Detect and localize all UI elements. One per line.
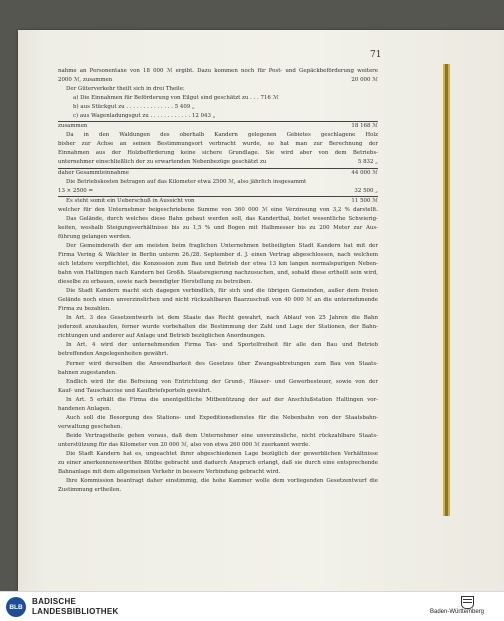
line-label: 2000 ℳ, zusammen — [58, 77, 113, 84]
text-line: richtungen und anderer auf Anlage und Betrieb bezüglichen Anordnungen. — [58, 333, 266, 340]
text-line: keiten, weshalb Steigungsverhältnisse bis zu 1,5 % und Bogen mit Halbmesser bis zu 200 Meter zur Aus- — [58, 224, 378, 231]
text-line: bahnen zugestanden. — [58, 369, 117, 376]
line-amount: 18 168 ℳ — [351, 123, 378, 130]
text-line: Gelände noch einen unverzinslichen und nicht rückzahlbaren Baarzuschuß von 40 000 ℳ an die unternehmende — [58, 297, 378, 304]
text-line — [58, 187, 378, 196]
line-label: 13 × 2500 = — [58, 187, 94, 194]
text-line: Kauf- und Tauschaccise und Kaufbriefsporteln gewährt. — [58, 387, 212, 394]
footer-bar — [0, 591, 504, 621]
text-line: In Art. 5 erhält die Firma die unentgeltliche Mitbenützung der auf der Anschlußstation Haltingen vor- — [66, 396, 378, 403]
text-line — [58, 168, 378, 178]
text-line: Ferner wird derselben die Anwendbarkeit des Gesetzes über Zwangsabtretungen zum Bau von Staats- — [66, 360, 378, 367]
text-line: dieselbe zu erbauen, sowie nach beendigter Herstellung zu betreiben. — [58, 279, 253, 286]
text-line: a) Die Einnahmen für Beförderung von Eilgut sind geschätzt zu . . . 716 ℳ — [73, 95, 279, 102]
text-line: In Art. 3 des Gesetzentwurfs ist dem Staate das Recht gewahrt, nach Ablauf von 25 Jahren die Bahn — [66, 315, 378, 322]
text-line: Einnahmen aus der Holzbeförderung keine sichere Grundlage. Sie wird aber von dem Betriebs- — [58, 150, 378, 157]
text-line — [58, 121, 378, 131]
text-line: führung gelangen werden. — [58, 233, 132, 240]
text-line: b) aus Stückgut zu . . . . . . . . . . . . . . 5 409 „ — [73, 104, 195, 111]
text-line: In Art. 4 wird der unternehmenden Firma Tax- und Sportelfreiheit für alle den Bau und Betrieb — [66, 342, 378, 349]
blb-logo-icon[interactable]: BLB — [6, 597, 26, 617]
text-line: unterstützung für das Kilometer von 20 000 ℳ, also von etwa 260 000 ℳ zuerkannt werde. — [58, 441, 311, 448]
text-line: welcher für den Unternehmer beigeschriebene Summe von 360 000 ℳ eine Verzinsung von 3,2 % darstellt. — [58, 206, 378, 213]
text-line — [58, 158, 378, 167]
text-line: Firma Vering & Wächter in Berlin unterm 26./28. September d. J. einen Vertrag abgeschlossen, nach welchem — [58, 251, 378, 258]
line-amount: 32 500 „ — [354, 187, 378, 194]
region-label: Baden-Württemberg — [430, 609, 485, 615]
text-line: handenen Anlagen. — [58, 405, 112, 412]
text-line: Der Güterverkehr theilt sich in drei Theile: — [66, 86, 185, 93]
text-line: sich letztere verpflichtet, die Konzession zum Bau und Betrieb der etwa 13 km langen normalspurigen Neben- — [58, 260, 378, 267]
line-label: daher Gesammteinnahme — [58, 169, 129, 176]
library-name-line2: LANDESBIBLIOTHEK — [32, 607, 119, 616]
text-line: verwaltung geschehen. — [58, 423, 123, 430]
line-amount: 20 000 ℳ — [351, 77, 378, 84]
text-line: nahme an Personentaxe von 18 000 ℳ ergibt. Dazu kommen noch für Post- und Gepäckbeförderung weitere — [58, 68, 378, 74]
text-line: zu einer anerkennenswerthen Blüthe gebracht und dadurch Anspruch erlangt, daß sie durch eine entsprechende — [58, 460, 378, 467]
line-amount: 5 832 „ — [357, 159, 378, 166]
text-line: Beide Vertragstheile gehen voraus, daß dem Unternehmer eine unverzinsliche, nicht rückzahlbare Staats- — [66, 432, 378, 439]
page-number: 71 — [370, 50, 382, 60]
text-line: Firma zu bezahlen. — [58, 306, 111, 313]
line-label: zusammen — [58, 123, 88, 130]
line-amount: 11 500 ℳ — [351, 197, 378, 204]
line-label: Es steht somit ein Ueberschuß in Aussicht von — [66, 197, 195, 204]
page-body-text — [58, 67, 378, 495]
text-line: Bahnanlage mit dem allgemeinen Verkehr in bessere Verbindung gebracht wird. — [58, 469, 281, 476]
text-line: jederzeit anzukaufen, ferner wurde vorbehalten die Bestimmung der Zahl und Lage der Stationen, der Bahn- — [58, 324, 378, 331]
text-line: bahn von Haltingen nach Kandern bei Großh. Staatsregierung nachzusuchen, und, sobald diese ertheilt sein wird, — [58, 270, 378, 277]
text-line: Zustimmung ertheilen. — [58, 487, 122, 494]
text-line: Endlich wird ihr die Befreiung von Entrichtung der Grund-, Häuser- und Gewerbesteuer, sowie von der — [66, 378, 378, 385]
text-line: betreffenden Angelegenheiten gewährt. — [58, 351, 169, 358]
text-line: Auch soll die Besorgung des Stations- und Expeditionsdienstes für die Nebenbahn von der Staatsbahn- — [66, 414, 378, 421]
text-line: Das Gelände, durch welches diese Bahn gebaut werden soll, das Kanderthal, bietet wesentliche Schwierig- — [66, 215, 378, 222]
text-line: bisher zur Achse an seinen Bestimmungsort verbracht wurde, so hat man zur Berechnung der — [58, 141, 378, 148]
text-line — [58, 196, 378, 206]
line-amount: 44 000 ℳ — [351, 169, 378, 176]
text-line — [58, 76, 378, 85]
library-name-line1: BADISCHE — [32, 597, 77, 606]
text-line: Ihre Kommission beantragt daher einstimmig, die hohe Kammer wolle dem vorliegenden Gesetzentwurf die — [66, 478, 378, 485]
coat-of-arms-icon[interactable] — [461, 596, 474, 609]
text-line: c) aus Wagenladungsgut zu . . . . . . . . . . . . 12 043 „ — [73, 113, 216, 120]
library-name[interactable] — [32, 597, 119, 617]
page-edge-tab-shadow — [445, 64, 448, 516]
text-line: Da in den Waldungen des oberhalb Kandern gelegenen Gebietes geschlagene Holz — [66, 132, 378, 139]
text-line: Der Gemeinderath der am meisten beim fraglichen Unternehmen betheiligten Stadt Kandern hat mit der — [66, 242, 378, 249]
line-label: unternehmer einschließlich der zu erwartenden Nebenbezüge geschätzt zu — [58, 159, 267, 166]
text-line: Die Betriebskosten betragen auf das Kilometer etwa 2500 ℳ, also jährlich insgesammt — [66, 178, 307, 185]
text-line: Die Stadt Kandern hat es, ungeachtet ihrer abgeschiedenen Lage bezüglich der gewerblichen Verhältnisse — [66, 450, 378, 457]
text-line: Die Stadt Kandern macht sich dagegen verbindlich, für sich und die übrigen Gemeinden, außer dem freien — [66, 288, 378, 295]
